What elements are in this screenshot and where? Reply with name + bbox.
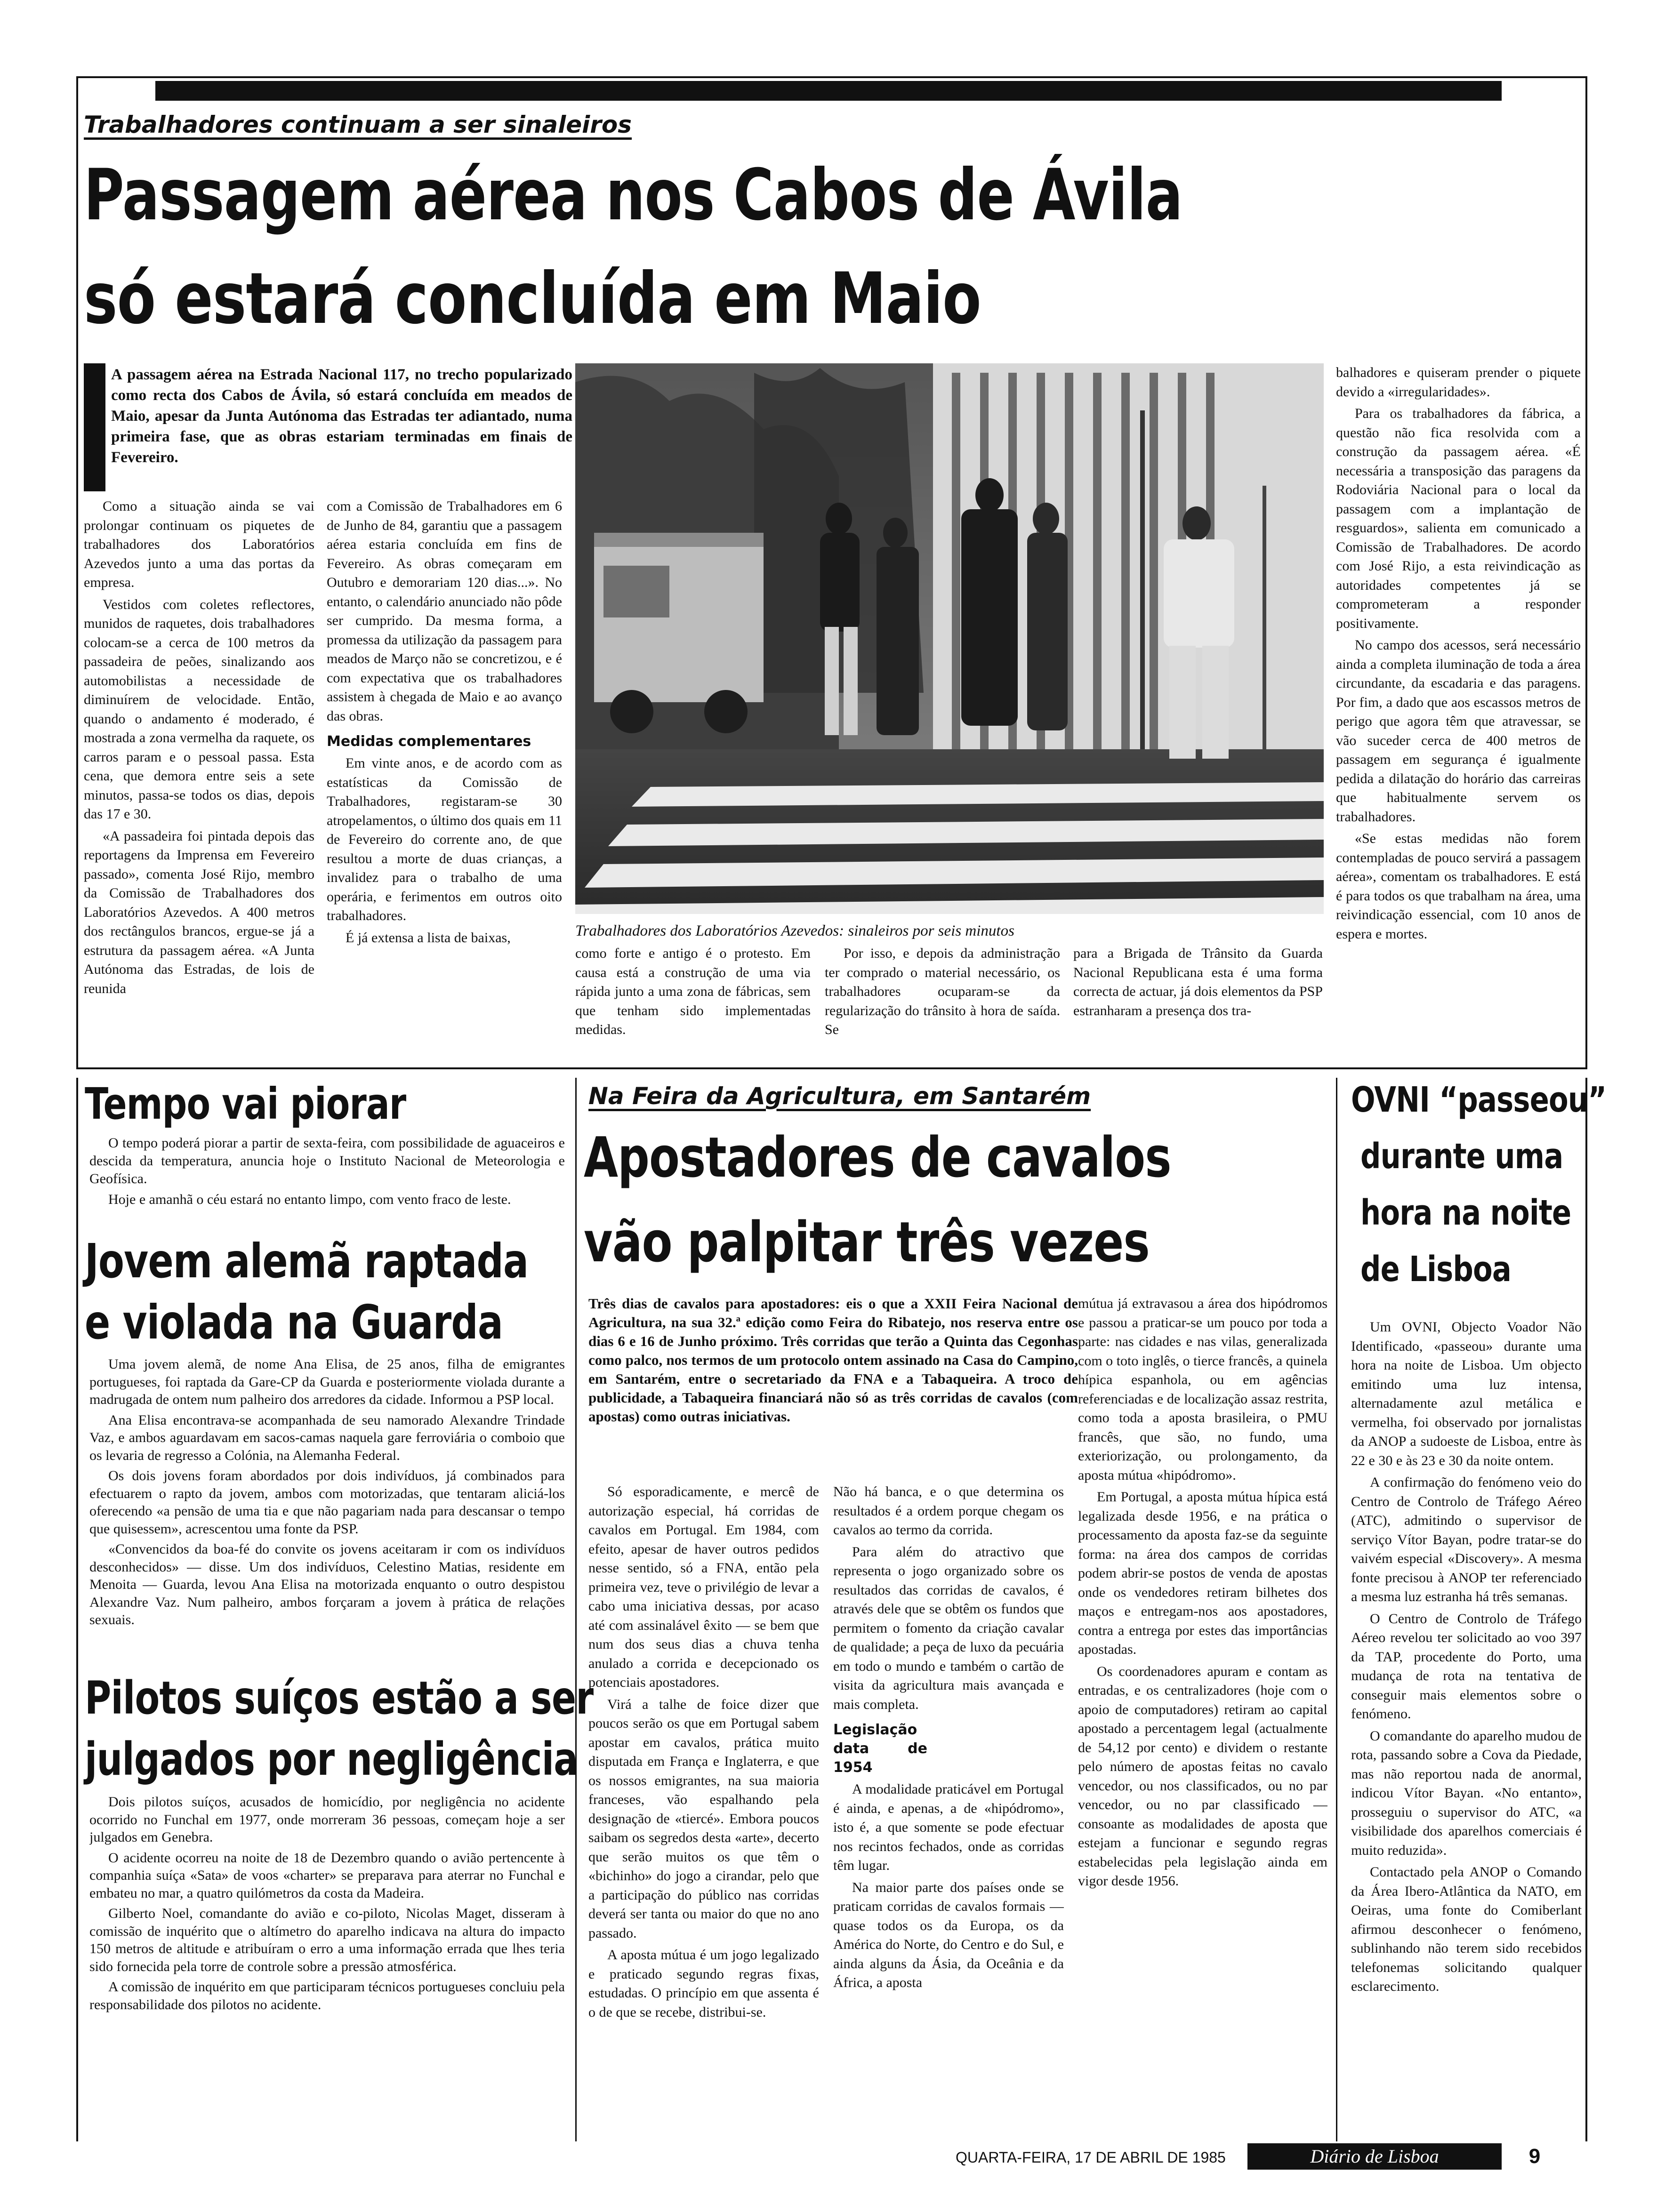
paragraph: A modalidade praticável em Portugal é ainda, e apenas, a de «hipódromo», isto é, a que somente se pode efectuar nos recintos fechados, onde as corridas têm lugar.	[833, 1781, 1064, 1873]
paragraph: A aposta mútua é um jogo legalizado e praticado segundo regras fixas, estudadas. O princípio em que assenta é o de que se recebe, distribui-se.	[588, 1947, 819, 2020]
top-headline-line2: só estará concluída em Maio	[84, 258, 981, 340]
paragraph: Contactado pela ANOP o Comando da Área Ibero-Atlântica da NATO, em Oeiras, uma fonte do Comiberlant afirmou desconhecer o fenómeno, sublinhando não terem sido recebidos telefonemas solicitando qualquer esclarecimento.	[1351, 1864, 1582, 1994]
subhead-legislacao: Legislação data de 1954	[833, 1722, 927, 1776]
pilotos-body	[89, 1793, 565, 2141]
bottom-divider-2	[1336, 1078, 1337, 2141]
paragraph: No campo dos acessos, será necessário ainda a completa iluminação de toda a área circundante, da escadaria e das paragens. Por fim, a dado que aos escassos metros de perigo que agora têm que atravessar, se vão suceder cerca de 400 metros de passagem em segurança é igualmente pedida a dilatação do horário das carreiras que habitualmente servem os trabalhadores.	[1336, 637, 1581, 825]
frame-right	[1585, 76, 1587, 1069]
paragraph: Um OVNI, Objecto Voador Não Identificado, «passeou» durante uma hora na noite de Lisboa. Um objecto emitindo uma luz intensa, alternadamente azul metálica e vermelha, foi observado por jornalistas da ANOP a sudoeste de Lisboa, entre às 22 e 30 e às 23 e 30 da noite ontem.	[1351, 1319, 1582, 1468]
page-number: 9	[1528, 2145, 1541, 2168]
paragraph: Dois pilotos suíços, acusados de homicídio, por negligência no acidente ocorrido no Funchal em 1977, onde morreram 36 pessoas, começam hoje a ser julgados em Genebra.	[89, 1794, 565, 1845]
lead-drop-bar	[84, 363, 105, 491]
top-story-col2	[327, 497, 562, 1043]
frame-left	[76, 76, 78, 1069]
paragraph: Gilberto Noel, comandante do avião e co-piloto, Nicolas Maget, disseram à comissão de inquérito que o altímetro do aparelho indicava na altura do impacto 150 metros de altitude e atribuíram o erro a uma informação errada que lhes teria sido fornecida pela torre de controle sobre a pressão atmosférica.	[89, 1906, 565, 1974]
top-story-col6	[1336, 363, 1581, 1063]
paragraph: para a Brigada de Trânsito da Guarda Nacional Republicana esta é uma forma correcta de actuar, já dois elementos da PSP estranharam a presença dos tra-	[1073, 946, 1323, 1018]
paragraph: Não há banca, e o que determina os resultados é a ordem porque chegam os cavalos ao termo da corrida.	[833, 1484, 1064, 1538]
footer-masthead: Diário de Lisboa	[1247, 2143, 1502, 2170]
top-headline-line1: Passagem aérea nos Cabos de Ávila	[84, 154, 1182, 236]
bottom-left-rule	[76, 1078, 78, 2141]
cavalos-lead: Três dias de cavalos para apostadores: eis o que a XXII Feira Nacional de Agricultura, na sua 32.ª edição como Feira do Ribatejo, nos reserva entre os dias 6 e 16 de Junho próximo. Três corridas que terão a Quinta das Cegonhas como palco, nos termos de um protocolo ontem assinado na Casa do Campino, em Santarém, entre o secretariado da FNA e a Tabaqueira. A troco de publicidade, a Tabaqueira financiará não só as três corridas de cavalos (com apostas) como outras iniciativas.	[588, 1295, 1078, 1425]
pilotos-headline-line2: julgados por negligência	[85, 1733, 578, 1786]
top-story-photo	[575, 363, 1324, 914]
top-kicker: Trabalhadores continuam a ser sinaleiros	[84, 111, 632, 138]
paragraph: mútua já extravasou a área dos hipódromos e passou a praticar-se um pouco por toda a parte: nas cidades e nas vilas, generalizada com o toto inglês, o tierce francês, a quinela hípica espanhola, ou em agências referenciadas e de localização assaz restrita, como toda a aposta brasileira, o PMU francês, que são, no fundo, uma exteriorização, ou prolongamento, da aposta mútua «hipódromo».	[1078, 1296, 1327, 1483]
cavalos-headline-line2: vão palpitar três vezes	[584, 1210, 1150, 1274]
paragraph: Em Portugal, a aposta mútua hípica está legalizada desde 1956, e na prática o processamento da aposta faz-se da seguinte forma: na área dos campos de corridas podem abrir-se postos de venda de apostas onde os vendedores retiram bilhetes dos maços e entregam-nos aos apostadores, contra a entrega por estes das importâncias apostadas.	[1078, 1489, 1327, 1657]
paragraph: Por isso, e depois da administração ter comprado o material necessário, os trabalhadores ocuparam-se da regularização do trânsito à hora de saída. Se	[825, 946, 1060, 1037]
paragraph: Para além do atractivo que representa o jogo organizado sobre os resultados das corridas de cavalos, é através dele que se obtêm os fundos que permitem o fomento da criação cavalar de qualidade; a peça de luxo da pecuária em todo o mundo e também o cartão de visita da agricultura mais avançada e mais completa.	[833, 1544, 1064, 1712]
paragraph: É já extensa a lista de baixas,	[346, 930, 511, 946]
cavalos-col1	[588, 1483, 819, 2141]
paragraph: Para os trabalhadores da fábrica, a questão não fica resolvida com a construção da passagem aérea. «É necessária a transposição das paragens da Rodoviária Nacional para o local da passagem com a implantação de resguardos», salienta em comunicado a Comissão de Trabalhadores. De acordo com José Rijo, a esta reivindicação as autoridades competentes já se comprometeram a responder positivamente.	[1336, 406, 1581, 631]
paragraph: A comissão de inquérito em que participaram técnicos portugueses concluiu pela responsabilidade dos pilotos no acidente.	[89, 1979, 565, 2012]
frame-bottom	[76, 1067, 1587, 1069]
bottom-right-rule	[1585, 1078, 1587, 2141]
top-black-bar	[155, 81, 1502, 101]
ovni-headline-line1: OVNI “passeou”	[1351, 1080, 1607, 1120]
paragraph: O acidente ocorreu na noite de 18 de Dezembro quando o avião pertencente à companhia suíça «Sata» de voos «charter» se preparava para aterrar no Funchal e embateu no mar, a quatro quilómetros da costa da Madeira.	[89, 1850, 565, 1901]
jovem-headline-line1: Jovem alemã raptada	[85, 1234, 529, 1289]
bottom-divider-1	[575, 1078, 577, 2141]
cavalos-col3	[1078, 1294, 1327, 2141]
top-story-col1	[84, 497, 314, 1043]
paragraph: «Se estas medidas não forem contempladas de pouco servirá a passagem aérea», comentam os trabalhadores. E está é para todos os que trabalham na área, uma reivindicação essencial, com 10 anos de espera e mortes.	[1336, 831, 1581, 942]
ovni-headline-line3: hora na noite	[1360, 1193, 1571, 1233]
pilotos-headline-line1: Pilotos suíços estão a ser	[85, 1672, 594, 1724]
subhead-medidas: Medidas complementares	[327, 733, 531, 750]
cavalos-col2	[833, 1483, 1064, 2141]
paragraph: O comandante do aparelho mudou de rota, passando sobre a Cova da Piedade, mas não reportou nada de anormal, indicou Vítor Bayan. «No entanto», prosseguiu o supervisor do ATC, «a visibilidade dos aparelhos comerciais é muito reduzida».	[1351, 1728, 1582, 1858]
paragraph: Como a situação ainda se vai prolongar continuam os piquetes de trabalhadores dos Laboratórios Azevedos junto a uma das portas da empresa.	[84, 498, 314, 590]
jovem-body	[89, 1355, 565, 1666]
paragraph: O tempo poderá piorar a partir de sexta-feira, com possibilidade de aguaceiros e descida da temperatura, anuncia hoje o Instituto Nacional de Meteorologia e Geofísica.	[89, 1135, 565, 1186]
paragraph: Os coordenadores apuram e contam as entradas, e os centralizadores (hoje com o apoio de computadores) retiram ao capital apostado a percentagem legal (actualmente de 54,12 por cento) e dividem o restante pelo número de apostas feitas no cavalo vencedor, ou nos classificados, ou no par vencedor, ou no par classificado — consoante as modalidades de aposta que estejam a funcionar e segundo regras estabelecidas pela legislação ainda em vigor desde 1956.	[1078, 1663, 1327, 1889]
paragraph: como forte e antigo é o protesto. Em causa está a construção de uma via rápida junto a uma zona de fábricas, sem que tenham sido implementadas medidas.	[575, 946, 811, 1037]
paragraph: A confirmação do fenómeno veio do Centro de Controlo de Tráfego Aéreo (ATC), admitindo o supervisor de serviço Vítor Bayan, podre tratar-se do vaivém especial «Discovery». A mesma fonte precisou à ANOP ter referenciado a mesma luz estranha há três semanas.	[1351, 1475, 1582, 1604]
paragraph: «Convencidos da boa-fé do convite os jovens aceitaram ir com os indivíduos desconhecidos» — disse. Um dos indivíduos, Celestino Matias, residente em Menoita — Guarda, levou Ana Elisa na motorizada enquanto o outro despistou Alexandre Vaz. Num palheiro, ambos forçaram a jovem à prática de relações sexuais.	[89, 1541, 565, 1627]
paragraph: Uma jovem alemã, de nome Ana Elisa, de 25 anos, filha de emigrantes portugueses, foi raptada da Gare-CP da Guarda e posteriormente violada durante a madrugada de ontem num palheiro dos arredores da cidade. Informou a PSP local.	[89, 1356, 565, 1407]
paragraph: Vestidos com coletes reflectores, munidos de raquetes, dois trabalhadores colocam-se a cerca de 100 metros da passadeira de peões, sinalizando aos automobilistas a necessidade de diminuírem de velocidade. Então, quando o andamento é moderado, é mostrada a zona vermelha da raquete, os carros param e o pessoal passa. Esta cena, que demora entre seis a sete minutos, passa-se todos os dias, depois das 17 e 30.	[84, 596, 314, 822]
paragraph: Só esporadicamente, e mercê de autorização especial, há corridas de cavalos em Portugal. Em 1984, com efeito, apesar de haver outros pedidos nesse sentido, só a FNA, então pela primeira vez, teve o privilégio de levar a cabo uma iniciativa dessas, por acaso até com assinalável êxito — se bem que num dos seus dias a chuva tenha anulado a corrida e decepcionado os potenciais apostadores.	[588, 1484, 819, 1690]
footer-date: QUARTA-FEIRA, 17 DE ABRIL DE 1985	[956, 2149, 1226, 2166]
paragraph: O Centro de Controlo de Tráfego Aéreo revelou ter solicitado ao voo 397 da TAP, procedente do Porto, uma mudança de rota na tentativa de conseguir mais elementos sobre o fenómeno.	[1351, 1611, 1582, 1722]
paragraph: Hoje e amanhã o céu estará no entanto limpo, com vento fraco de leste.	[108, 1192, 511, 1207]
cavalos-headline-line1: Apostadores de cavalos	[584, 1125, 1171, 1190]
paragraph: Na maior parte dos países onde se praticam corridas de cavalos formais — quase todos os da Europa, os da América do Norte, do Centro e do Sul, e ainda alguns da Ásia, da Oceânia e da África, a aposta	[833, 1879, 1064, 1990]
ovni-body	[1351, 1318, 1582, 2141]
paragraph: Ana Elisa encontrava-se acompanhada de seu namorado Alexandre Trindade Vaz, e ambos aguardavam em sacos-camas naquela gare ferroviária o comboio que os levaria de regresso a Colónia, na Alemanha Federal.	[89, 1412, 565, 1463]
paragraph: com a Comissão de Trabalhadores em 6 de Junho de 84, garantiu que a passagem aérea estaria concluída em fins de Fevereiro. As obras começaram em Outubro e demorariam 120 dias...». No entanto, o calendário anunciado não pôde ser cumprido. Da mesma forma, a promessa da utilização da passagem para meados de Março não se concretizou, e é com expectativa que os trabalhadores assistem à chegada de Maio e ao avanço das obras.	[327, 498, 562, 724]
top-lead: A passagem aérea na Estrada Nacional 117, no trecho popularizado como recta dos Cabos de Ávila, só estará concluída em meados de Maio, apesar da Junta Autónoma das Estradas ter adiantado, numa primeira fase, que as obras estariam terminadas em finais de Fevereiro.	[111, 366, 572, 466]
paragraph: balhadores e quiseram prender o piquete devido a «irregularidades».	[1336, 365, 1581, 400]
paragraph: «A passadeira foi pintada depois das reportagens da Imprensa em Fevereiro passado», comenta José Rijo, membro da Comissão de Trabalhadores dos Laboratórios Azevedos. A 400 metros dos rectângulos brancos, ergue-se já a estrutura da passagem aérea. «A Junta Autónoma das Estradas, de lois de reunida	[84, 828, 314, 996]
paragraph: Virá a talhe de foice dizer que poucos serão os que em Portugal sabem apostar em cavalos, prática muito disputada em França e Inglaterra, e que os nossos emigrantes, na sua maioria franceses, vão espalhando pela designação de «tiercé». Embora poucos saibam os segredos desta «arte», decerto que serão muitos os que têm o «bichinho» do jogo a cirandar, pelo que a participação do público nas corridas deverá ser tanta ou maior do que no ano passado.	[588, 1696, 819, 1941]
ovni-headline-line2: durante uma	[1360, 1136, 1563, 1177]
tempo-body	[89, 1134, 565, 1233]
ovni-headline-line4: de Lisboa	[1360, 1249, 1511, 1290]
top-story-col4	[825, 944, 1060, 1062]
jovem-headline-line2: e violada na Guarda	[85, 1295, 503, 1350]
top-story-col3	[575, 944, 811, 1062]
tempo-headline: Tempo vai piorar	[85, 1079, 406, 1129]
cavalos-kicker: Na Feira da Agricultura, em Santarém	[588, 1082, 1091, 1110]
frame-top	[76, 76, 1587, 78]
photo-caption: Trabalhadores dos Laboratórios Azevedos: sinaleiros por seis minutos	[575, 922, 1014, 939]
paragraph: Os dois jovens foram abordados por dois indivíduos, já combinados para efectuarem o rapto da jovem, ambos com motorizadas, que tentaram aliciá-los oferecendo «a pensão de uma tia e que não pagariam nada para descansar o tempo que quisessem», acrescentou uma fonte da PSP.	[89, 1468, 565, 1537]
paragraph: Em vinte anos, e de acordo com as estatísticas da Comissão de Trabalhadores, registaram-se 30 atropelamentos, o último dos quais em 11 de Fevereiro do corrente ano, de que resultou a morte de duas crianças, a invalidez para o trabalho de uma operária, e ferimentos em outros oito trabalhadores.	[327, 755, 562, 923]
top-story-col5	[1073, 944, 1323, 1062]
